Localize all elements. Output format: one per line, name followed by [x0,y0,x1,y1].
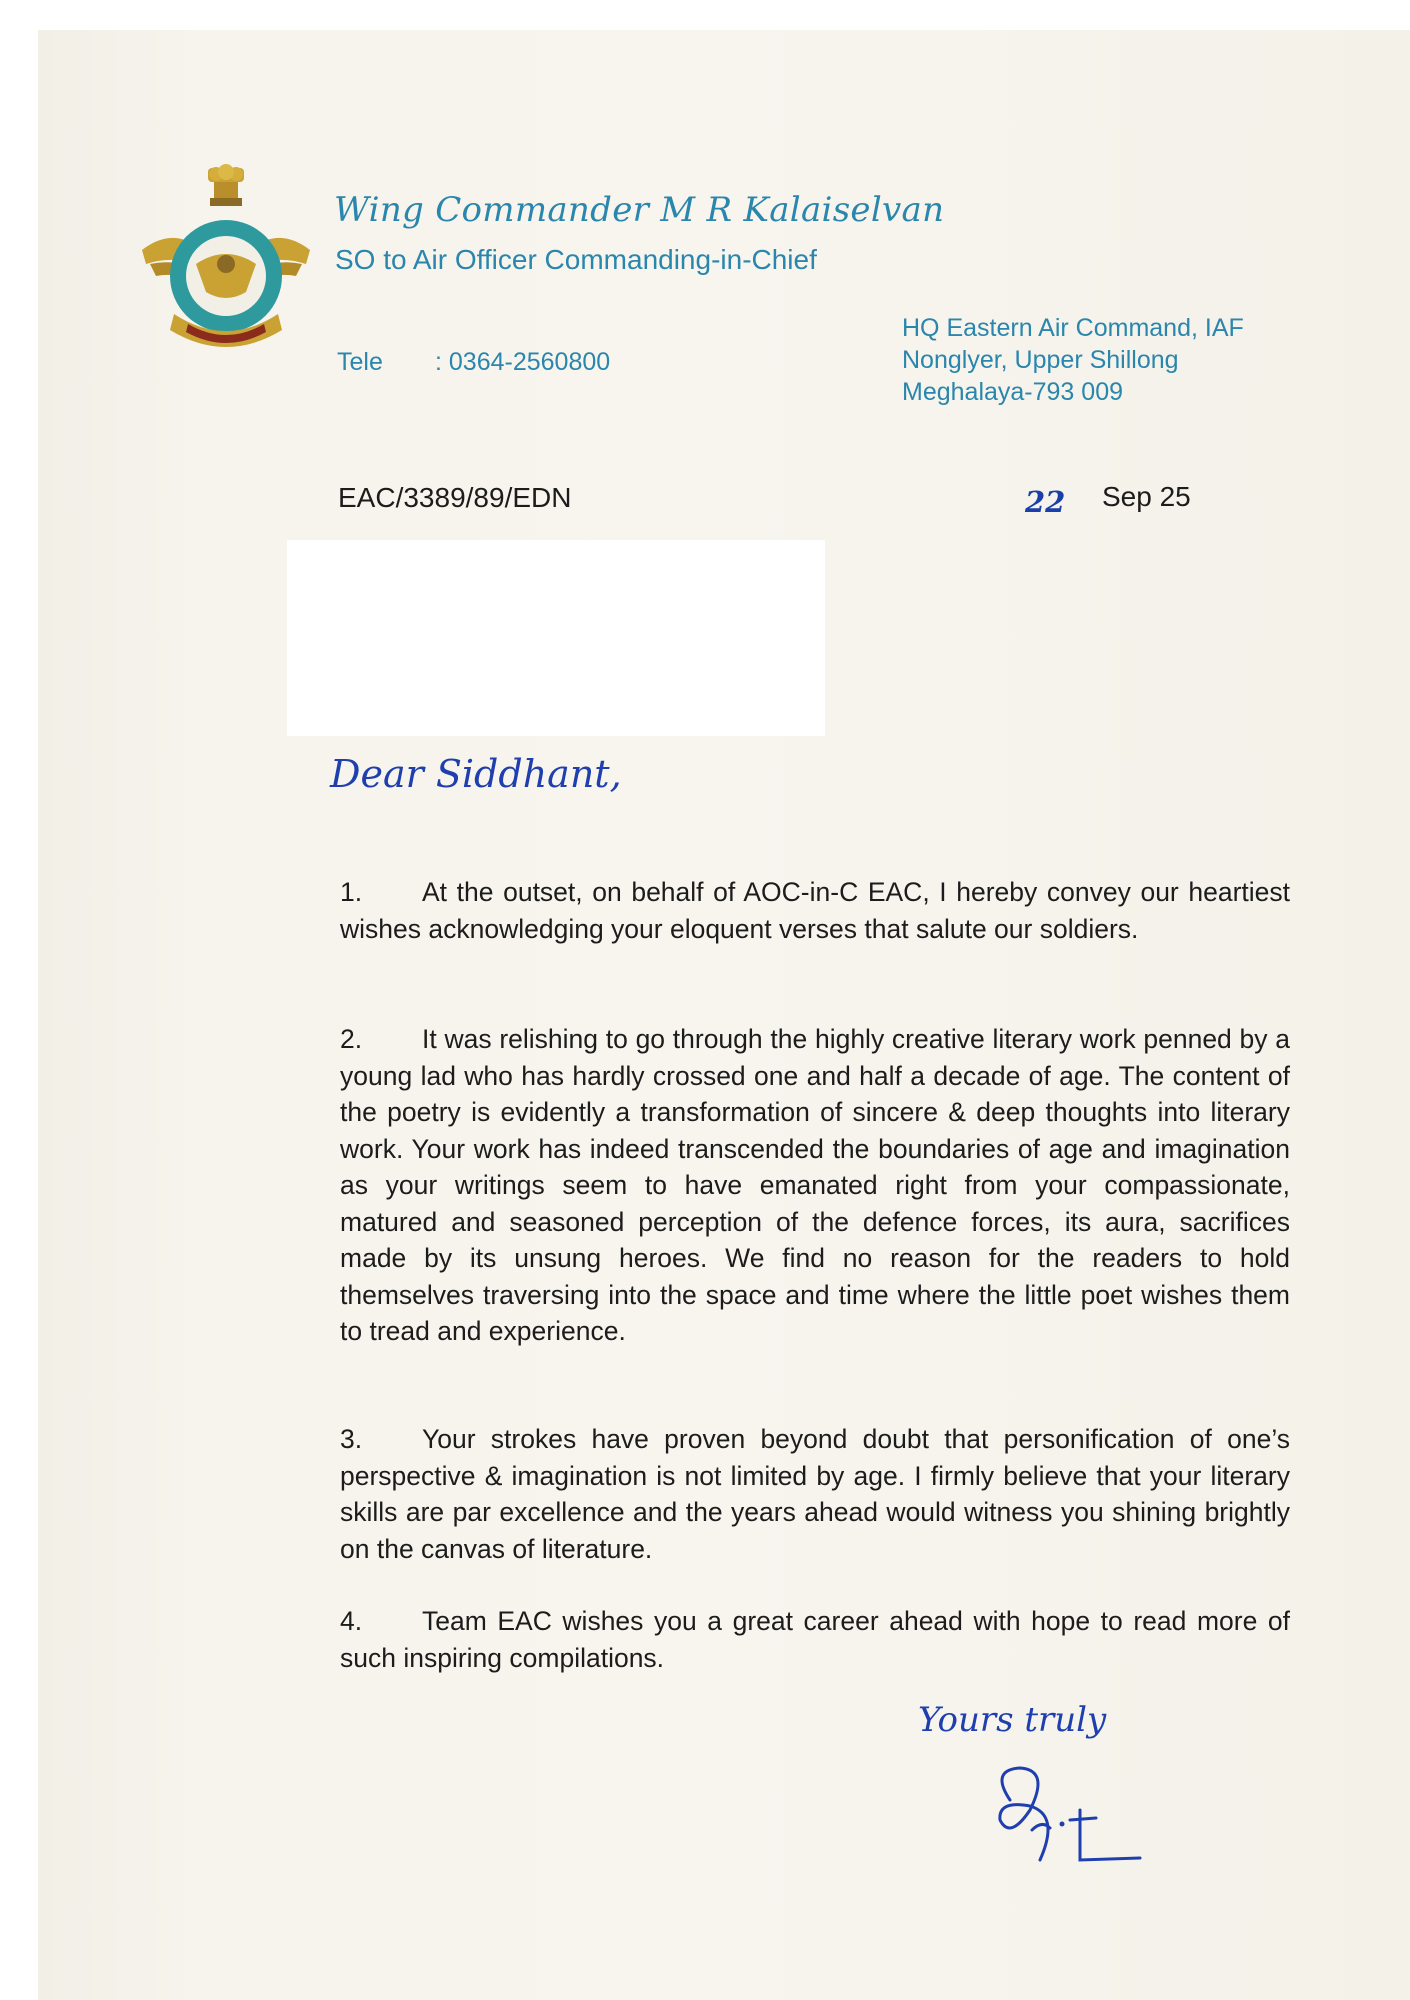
telephone-number: : 0364-2560800 [435,348,611,376]
address-line: Nonglyer, Upper Shillong [902,346,1179,374]
paragraph-text: Your strokes have proven beyond doubt that personification of one’s perspective & imagination is not limited by age. I firmly believe that your literary skills are par excellence and the years ahead would witness you shining brightly on the canvas of literature. [340,1424,1290,1564]
iaf-crest-icon [136,164,316,364]
paragraph-text: Team EAC wishes you a great career ahead with hope to read more of such inspiring compilations. [340,1606,1290,1673]
address-line: Meghalaya-793 009 [902,378,1123,406]
paragraph [340,1421,1290,1567]
paragraph [340,874,1290,947]
signature-icon [970,1760,1150,1880]
office-address [902,312,1244,408]
salutation-handwritten: Dear Siddhant, [330,752,622,796]
paragraph [340,1603,1290,1676]
reference-number: EAC/3389/89/EDN [338,482,572,513]
scan-margin-top [0,0,1410,30]
officer-name: Wing Commander M R Kalaiselvan [334,190,945,230]
scan-margin-left [0,0,38,2000]
closing-handwritten: Yours truly [918,1700,1107,1740]
redacted-address-block [287,540,825,736]
paragraph-number: 3. [340,1424,363,1454]
paragraph [340,1021,1290,1350]
date-day-handwritten: 22 [1025,485,1066,519]
date-month-year: Sep 25 [1102,481,1191,512]
telephone [337,348,610,377]
paragraph-number: 1. [340,877,363,907]
paragraph-number: 4. [340,1606,363,1636]
telephone-label: Tele [337,348,383,376]
paragraph-text: It was relishing to go through the highly creative literary work penned by a young lad who has hardly crossed one and half a decade of age. The content of the poetry is evidently a transformation of sincere & deep thoughts into literary work. Your work has indeed transcended the boundaries of age and imagination as your writings seem to have emanated right from your compassionate, matured and seasoned perception of the defence forces, its aura, sacrifices made by its unsung heroes. We find no reason for the readers to hold themselves traversing into the space and time where the little poet wishes them to tread and experience. [340,1024,1290,1346]
paragraph-number: 2. [340,1024,363,1054]
paragraph-text: At the outset, on behalf of AOC-in-C EAC, I hereby convey our heartiest wishes acknowledging your eloquent verses that salute our soldiers. [340,877,1290,944]
address-line: HQ Eastern Air Command, IAF [902,314,1244,342]
officer-designation: SO to Air Officer Commanding-in-Chief [335,244,817,275]
